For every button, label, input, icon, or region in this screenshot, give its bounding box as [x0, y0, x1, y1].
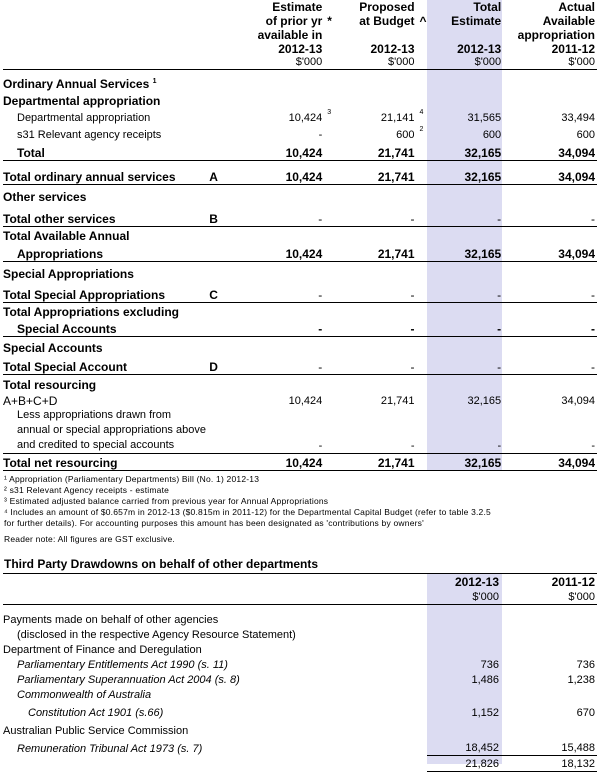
- cell-value: 600: [482, 129, 502, 141]
- footnote-marker: 2: [419, 126, 424, 133]
- cell-value: -: [504, 281, 597, 302]
- table-row: [3, 204, 597, 226]
- row-label: annual or special appropriations above: [17, 424, 206, 436]
- row-label: Total Appropriations excluding: [3, 305, 180, 319]
- col-header-prior-year: Estimate of prior yr available in 2012-13: [257, 0, 323, 56]
- cell-value: -: [231, 319, 325, 336]
- cell-value: 10,424: [288, 395, 323, 407]
- table-row: [3, 702, 597, 720]
- cell-value: 21,826: [427, 756, 502, 772]
- section-other: [3, 184, 597, 204]
- cell-value: 21,741: [335, 454, 418, 471]
- table-row: [3, 392, 597, 408]
- cell-value: 10,424: [231, 454, 325, 471]
- section-special-appropriations: [3, 261, 597, 281]
- row-label: (disclosed in the respective Agency Resource Statement): [17, 628, 296, 641]
- cell-value: 21,741: [380, 395, 415, 407]
- table-row: [3, 720, 597, 738]
- footnote: ⁴ Includes an amount of $0.657m in 2012-13 ($0.815m in 2011-12) for the Departmental Capital Budget (refer to table 3.2.5: [4, 507, 491, 517]
- row-label: Payments made on behalf of other agencies: [3, 613, 219, 626]
- cell-value: 600: [576, 129, 595, 141]
- cell-value: 34,094: [504, 142, 597, 160]
- cell-value: 32,165: [430, 454, 505, 471]
- units-row: [3, 589, 597, 605]
- row-label: Total net resourcing: [3, 454, 209, 471]
- cell-value: 21,741: [335, 243, 418, 261]
- resource-statement-table: [3, 0, 597, 471]
- cell-value: -: [335, 204, 418, 226]
- unit-label: $'000: [568, 591, 595, 603]
- col-header-total-estimate: Total Estimate 2012-13: [451, 0, 502, 56]
- cell-value: 32,165: [430, 243, 505, 261]
- table-row: [3, 687, 597, 702]
- section-title: Special Accounts: [3, 341, 103, 355]
- footnotes: [4, 474, 596, 545]
- table-row: [3, 672, 597, 687]
- row-label: Total ordinary annual services: [3, 160, 209, 184]
- table-row: [3, 627, 597, 642]
- footnote: for further details). For accounting purposes this amount has been designated as 'contributions by owners': [4, 518, 424, 528]
- cell-value: -: [231, 281, 325, 302]
- cell-value: 10,424: [231, 160, 325, 184]
- table-row: [3, 302, 597, 319]
- cell-value: 670: [576, 706, 595, 719]
- cell-value: -: [504, 204, 597, 226]
- row-label: Total Special Appropriations: [3, 281, 209, 302]
- cell-value: 15,488: [561, 742, 595, 754]
- table-row: [3, 319, 597, 336]
- row-label: Commonwealth of Australia: [17, 688, 152, 701]
- row-label: Department of Finance and Deregulation: [3, 643, 202, 656]
- col-header: 2011-12: [551, 575, 595, 589]
- table-row: [3, 160, 597, 184]
- row-label: Parliamentary Entitlements Act 1990 (s. 11): [17, 658, 228, 671]
- table-row: [3, 355, 597, 374]
- row-label: Total Available Annual: [3, 229, 130, 243]
- cell-value: 34,094: [504, 243, 597, 261]
- table-row: [3, 605, 597, 627]
- header-row: [3, 574, 597, 590]
- cell-value: 10,424: [231, 243, 325, 261]
- row-label: Remuneration Tribunal Act 1973 (s. 7): [17, 742, 203, 755]
- units-row: [3, 56, 597, 70]
- table-row: [3, 226, 597, 243]
- cell-value: 33,494: [561, 112, 595, 124]
- cell-value: -: [497, 440, 502, 452]
- row-label: A+B+C+D: [3, 394, 58, 408]
- cell-value: -: [504, 319, 597, 336]
- third-party-table: [3, 573, 597, 772]
- cell-value: -: [231, 355, 325, 374]
- cell-value: -: [335, 355, 418, 374]
- cell-value: -: [591, 440, 595, 452]
- col-header-proposed: Proposed at Budget 2012-13: [359, 0, 415, 56]
- cell-value: -: [410, 440, 415, 452]
- table-row: [3, 243, 597, 261]
- cell-value: 736: [480, 658, 499, 671]
- table-row: [3, 125, 597, 142]
- cell-value: -: [318, 129, 323, 141]
- cell-value: 21,141: [380, 112, 415, 124]
- row-letter: A: [209, 160, 231, 184]
- cell-value: -: [430, 281, 505, 302]
- table-row: [3, 281, 597, 302]
- unit-label: $'000: [472, 591, 499, 603]
- table-row: [3, 657, 597, 672]
- cell-value: 10,424: [288, 112, 323, 124]
- cell-value: 600: [396, 129, 415, 141]
- unit-label: $'000: [430, 56, 505, 70]
- cell-value: 32,165: [430, 142, 505, 160]
- table-row: [3, 454, 597, 471]
- cell-value: 32,165: [467, 395, 502, 407]
- row-label: Appropriations: [3, 243, 209, 261]
- unit-label: $'000: [335, 56, 418, 70]
- cell-value: 21,741: [335, 142, 418, 160]
- table-row: [3, 108, 597, 125]
- row-label: Total other services: [3, 204, 209, 226]
- cell-value: 18,452: [465, 742, 499, 754]
- table-row: [3, 142, 597, 160]
- section-title: Other services: [3, 190, 87, 204]
- cell-value: 34,094: [504, 454, 597, 471]
- col1-footnote: *: [327, 14, 332, 28]
- row-letter: C: [209, 281, 231, 302]
- cell-value: 1,152: [471, 706, 499, 719]
- cell-value: -: [430, 319, 505, 336]
- row-label: Australian Public Service Commission: [3, 724, 189, 737]
- table-row: [3, 738, 597, 756]
- row-label: Less appropriations drawn from: [17, 409, 172, 421]
- section-title: Departmental appropriation: [3, 94, 161, 108]
- section-special-accounts: [3, 336, 597, 355]
- cell-value: -: [231, 204, 325, 226]
- row-label: Total Special Account: [3, 355, 209, 374]
- cell-value: -: [430, 204, 505, 226]
- cell-value: 1,238: [567, 673, 595, 686]
- cell-value: 10,424: [231, 142, 325, 160]
- col-header-actual: Actual Available appropriation 2011-12: [517, 0, 595, 56]
- section-total-resourcing: [3, 374, 597, 392]
- unit-label: $'000: [504, 56, 597, 70]
- cell-value: -: [335, 319, 418, 336]
- col2-footnote: ^: [419, 14, 427, 28]
- cell-value: -: [430, 355, 505, 374]
- section-title: Special Appropriations: [3, 267, 134, 281]
- cell-value: -: [504, 355, 597, 374]
- cell-value: 1,486: [471, 673, 499, 686]
- footnote: ¹ Appropriation (Parliamentary Departments) Bill (No. 1) 2012-13: [4, 474, 260, 484]
- section-title: Ordinary Annual Services: [3, 77, 150, 91]
- section-ordinary: [3, 70, 597, 92]
- footnote-marker: 4: [419, 109, 424, 116]
- cell-value: 34,094: [561, 395, 595, 407]
- cell-value: -: [335, 281, 418, 302]
- row-label: Constitution Act 1901 (s.66): [28, 706, 164, 719]
- footnote: ² s31 Relevant Agency receipts - estimate: [4, 485, 170, 495]
- cell-value: 34,094: [504, 160, 597, 184]
- third-party-title: Third Party Drawdowns on behalf of other departments: [4, 557, 319, 571]
- total-row: [3, 756, 597, 772]
- cell-value: 736: [576, 658, 595, 671]
- row-letter: B: [209, 204, 231, 226]
- cell-value: 32,165: [430, 160, 505, 184]
- cell-value: 21,741: [335, 160, 418, 184]
- row-label: Parliamentary Superannuation Act 2004 (s. 8): [17, 673, 240, 686]
- footnote-marker: 1: [152, 78, 157, 85]
- header-row: [3, 0, 597, 56]
- footnote-marker: 3: [327, 109, 332, 116]
- section-title: Total resourcing: [3, 378, 97, 392]
- cell-value: -: [318, 440, 323, 452]
- row-label: Special Accounts: [3, 319, 209, 336]
- footnote: ³ Estimated adjusted balance carried from previous year for Annual Appropriations: [4, 496, 329, 506]
- cell-value: 31,565: [467, 112, 502, 124]
- row-letter: D: [209, 355, 231, 374]
- section-departmental: [3, 91, 597, 108]
- cell-value: 18,132: [502, 756, 597, 772]
- row-label: and credited to special accounts: [17, 439, 175, 451]
- row-label: Departmental appropriation: [17, 112, 151, 124]
- table-row: [3, 642, 597, 657]
- table-row: [3, 408, 597, 454]
- row-label: s31 Relevant agency receipts: [17, 129, 162, 141]
- unit-label: $'000: [231, 56, 325, 70]
- reader-note: Reader note: All figures are GST exclusive.: [4, 534, 175, 544]
- col-header: 2012-13: [454, 575, 499, 589]
- row-label: Total: [3, 142, 209, 160]
